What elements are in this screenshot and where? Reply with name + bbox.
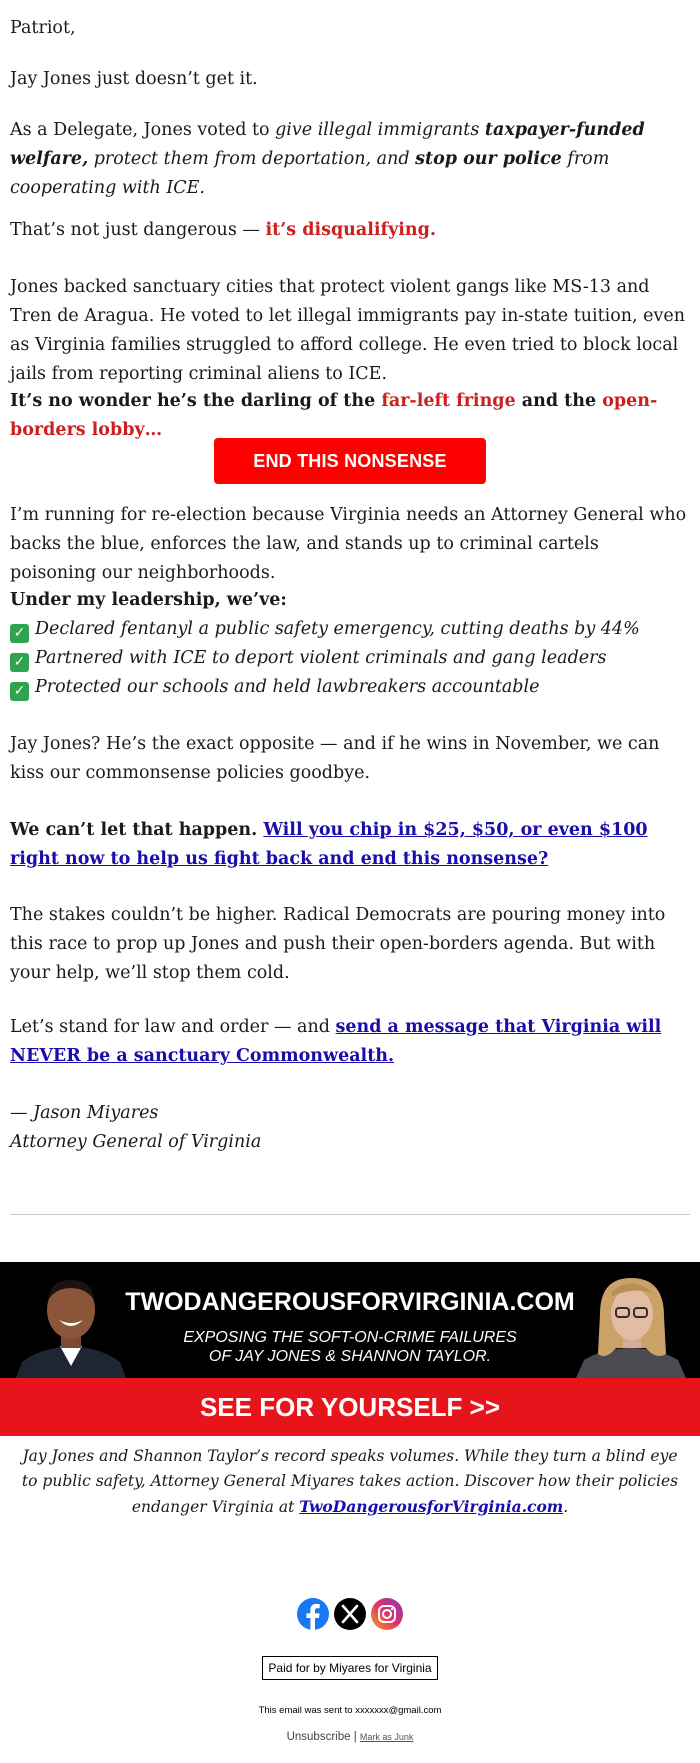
checkmark-icon: ✓: [10, 682, 29, 701]
banner-subtitle: EXPOSING THE SOFT-ON-CRIME FAILURES OF JAY JONES & SHANNON TAYLOR.: [183, 1329, 517, 1365]
end-nonsense-button[interactable]: END THIS NONSENSE: [214, 438, 486, 484]
chip-in-paragraph: We can’t let that happen. Will you chip in $25, $50, or even $100 right now to help us fight back and end this nonsense?: [10, 820, 648, 869]
leadership-heading: Under my leadership, we’ve:: [10, 590, 287, 610]
banner-caption: Jay Jones and Shannon Taylor’s record speaks volumes. While they turn a blind eye to public safety, Attorney General Miyares takes action. Discover how their policies endanger Virginia at TwoDangerousforVirginia.com.: [21, 1447, 679, 1516]
greeting: Patriot,: [10, 18, 76, 38]
list-item: ✓ Protected our schools and held lawbreakers accountable: [10, 673, 690, 702]
divider: [10, 1214, 690, 1215]
delegate-paragraph: As a Delegate, Jones voted to give illegal immigrants taxpayer-funded welfare, protect them from deportation, and stop our police from cooperating with ICE.: [10, 120, 645, 198]
law-order-paragraph: Let’s stand for law and order — and send a message that Virginia will NEVER be a sanctuary Commonwealth.: [10, 1017, 662, 1066]
stakes-paragraph: The stakes couldn’t be higher. Radical Democrats are pouring money into this race to prop up Jones and push their open-borders agenda. But with your help, we’ll stop them cold.: [10, 905, 666, 983]
signature-title: Attorney General of Virginia: [10, 1132, 262, 1152]
unsubscribe-link[interactable]: Unsubscribe: [286, 1731, 351, 1743]
x-icon[interactable]: [334, 1598, 366, 1630]
list-item: ✓ Partnered with ICE to deport violent criminals and gang leaders: [10, 644, 690, 673]
shannon-taylor-portrait: [576, 1270, 686, 1378]
darling-paragraph: It’s no wonder he’s the darling of the far-left fringe and the open-borders lobby…: [10, 391, 658, 440]
dangerous-paragraph: That’s not just dangerous — it’s disqualifying.: [10, 220, 436, 240]
signature: [10, 1099, 690, 1157]
paid-for-disclaimer: Paid for by Miyares for Virginia: [262, 1656, 438, 1680]
sanctuary-paragraph: Jones backed sanctuary cities that protect violent gangs like MS-13 and Tren de Aragua. He voted to let illegal immigrants pay in-state tuition, even as Virginia families struggled to afford college. He even tried to block local jails from reporting criminal aliens to ICE.: [10, 277, 686, 384]
sent-to-notice: This email was sent to xxxxxxx@gmail.com: [258, 1705, 442, 1716]
jay-jones-portrait: [16, 1270, 126, 1378]
site-link[interactable]: TwoDangerousforVirginia.com: [299, 1497, 564, 1516]
checkmark-icon: ✓: [10, 624, 29, 643]
donate-link[interactable]: Will you chip in $25, $50, or even $100 right now to help us fight back and end this nonsense?: [10, 820, 648, 869]
sanctuary-message-link[interactable]: send a message that Virginia will NEVER be a sanctuary Commonwealth.: [10, 1017, 662, 1066]
instagram-icon[interactable]: [371, 1598, 403, 1630]
disqualifying-highlight: it’s disqualifying.: [265, 220, 436, 240]
two-dangerous-banner[interactable]: [0, 1262, 700, 1378]
mark-junk-link[interactable]: Mark as Junk: [359, 1732, 414, 1742]
unsubscribe-row: Unsubscribe | Mark as Junk: [286, 1731, 414, 1743]
reelection-paragraph: I’m running for re-election because Virginia needs an Attorney General who backs the blue, enforces the law, and stands up to criminal cartels poisoning our neighborhoods.: [10, 505, 687, 583]
list-item: ✓ Declared fentanyl a public safety emergency, cutting deaths by 44%: [10, 615, 690, 644]
leadership-list: [10, 586, 690, 702]
facebook-icon[interactable]: [297, 1598, 329, 1630]
site-title: TWODANGEROUSFORVIRGINIA.COM: [125, 1288, 575, 1316]
signature-name: — Jason Miyares: [10, 1103, 159, 1123]
checkmark-icon: ✓: [10, 653, 29, 672]
opposite-paragraph: Jay Jones? He’s the exact opposite — and if he wins in November, we can kiss our commonsense policies goodbye.: [10, 734, 660, 783]
see-for-yourself-button[interactable]: SEE FOR YOURSELF >>: [0, 1378, 700, 1436]
social-links: [297, 1598, 403, 1632]
intro-paragraph: Jay Jones just doesn’t get it.: [10, 69, 258, 89]
